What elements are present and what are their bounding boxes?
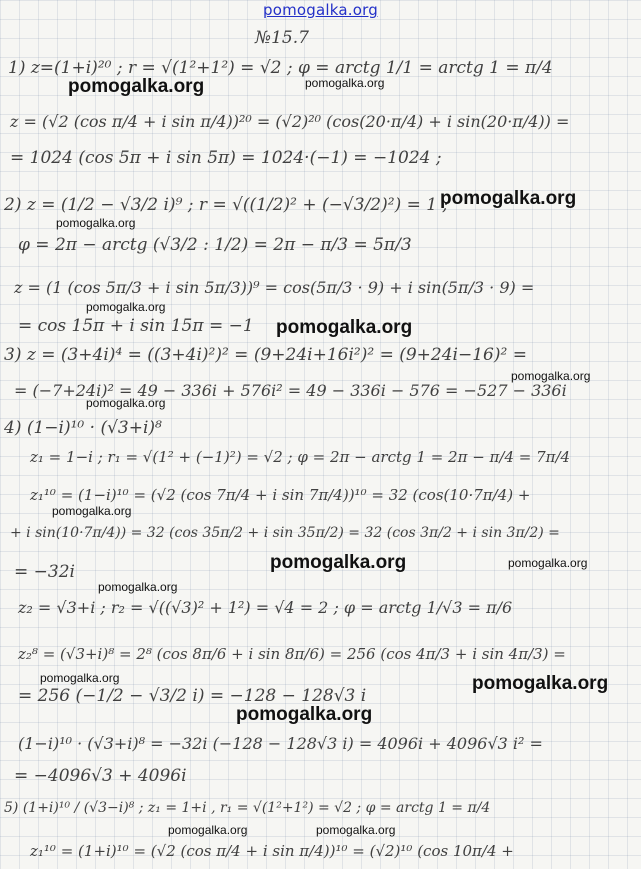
watermark: pomogalka.org [56,216,136,230]
watermark: pomogalka.org [270,552,407,573]
watermark: pomogalka.org [40,671,120,685]
solution-line-14: = −32i [14,562,75,582]
watermark: pomogalka.org [511,369,591,383]
solution-line-8: 3) z = (3+4i)⁴ = ((3+4i)²)² = (9+24i+16i²)² = (9+24i−16)² = [4,345,527,365]
watermark: pomogalka.org [98,580,178,594]
solution-line-1: 1) z=(1+i)²⁰ ; r = √(1²+1²) = √2 ; φ = arctg 1/1 = arctg 1 = π/4 [8,58,553,78]
watermark: pomogalka.org [305,76,385,90]
watermark: pomogalka.org [316,823,396,837]
solution-line-2: z = (√2 (cos π/4 + i sin π/4))²⁰ = (√2)²⁰ (cos(20·π/4) + i sin(20·π/4)) = [10,112,570,131]
solution-line-12: z₁¹⁰ = (1−i)¹⁰ = (√2 (cos 7π/4 + i sin 7π/4))¹⁰ = 32 (cos(10·7π/4) + [30,486,531,504]
watermark: pomogalka.org [236,704,373,725]
solution-line-17: = 256 (−1/2 − √3/2 i) = −128 − 128√3 i [18,686,367,706]
solution-line-6: z = (1 (cos 5π/3 + i sin 5π/3))⁹ = cos(5π/3 · 9) + i sin(5π/3 · 9) = [14,278,535,297]
solution-line-18: (1−i)¹⁰ · (√3+i)⁸ = −32i (−128 − 128√3 i) = 4096i + 4096√3 i² = [18,734,543,753]
solution-line-19: = −4096√3 + 4096i [14,766,187,786]
solution-line-11: z₁ = 1−i ; r₁ = √(1² + (−1)²) = √2 ; φ = 2π − arctg 1 = 2π − π/4 = 7π/4 [30,448,571,466]
solution-line-13: + i sin(10·7π/4)) = 32 (cos 35π/2 + i sin 35π/2) = 32 (cos 3π/2 + i sin 3π/2) = [10,525,560,541]
watermark: pomogalka.org [86,396,166,410]
solution-line-20: 5) (1+i)¹⁰ / (√3−i)⁸ ; z₁ = 1+i , r₁ = √(1²+1²) = √2 ; φ = arctg 1 = π/4 [4,800,491,816]
solution-line-15: z₂ = √3+i ; r₂ = √((√3)² + 1²) = √4 = 2 ; φ = arctg 1/√3 = π/6 [18,598,513,617]
watermark: pomogalka.org [508,556,588,570]
watermark: pomogalka.org [276,317,413,338]
watermark: pomogalka.org [52,504,132,518]
site-link[interactable]: pomogalka.org [263,1,378,19]
solution-line-4: 2) z = (1/2 − √3/2 i)⁹ ; r = √((1/2)² + (−√3/2)²) = 1 ; [4,195,449,215]
solution-line-7: = cos 15π + i sin 15π = −1 [18,316,254,336]
problem-number: №15.7 [255,28,309,48]
solution-line-3: = 1024 (cos 5π + i sin 5π) = 1024·(−1) = −1024 ; [10,148,442,168]
watermark: pomogalka.org [168,823,248,837]
watermark: pomogalka.org [68,76,205,97]
watermark: pomogalka.org [472,673,609,694]
solution-line-9: = (−7+24i)² = 49 − 336i + 576i² = 49 − 336i − 576 = −527 − 336i [14,381,567,400]
watermark: pomogalka.org [440,188,577,209]
solution-line-16: z₂⁸ = (√3+i)⁸ = 2⁸ (cos 8π/6 + i sin 8π/6) = 256 (cos 4π/3 + i sin 4π/3) = [18,645,566,663]
watermark: pomogalka.org [86,300,166,314]
solution-line-10: 4) (1−i)¹⁰ · (√3+i)⁸ [4,418,162,438]
solution-line-21: z₁¹⁰ = (1+i)¹⁰ = (√2 (cos π/4 + i sin π/4))¹⁰ = (√2)¹⁰ (cos 10π/4 + [30,842,514,860]
solution-line-5: φ = 2π − arctg (√3/2 : 1/2) = 2π − π/3 = 5π/3 [18,235,412,255]
